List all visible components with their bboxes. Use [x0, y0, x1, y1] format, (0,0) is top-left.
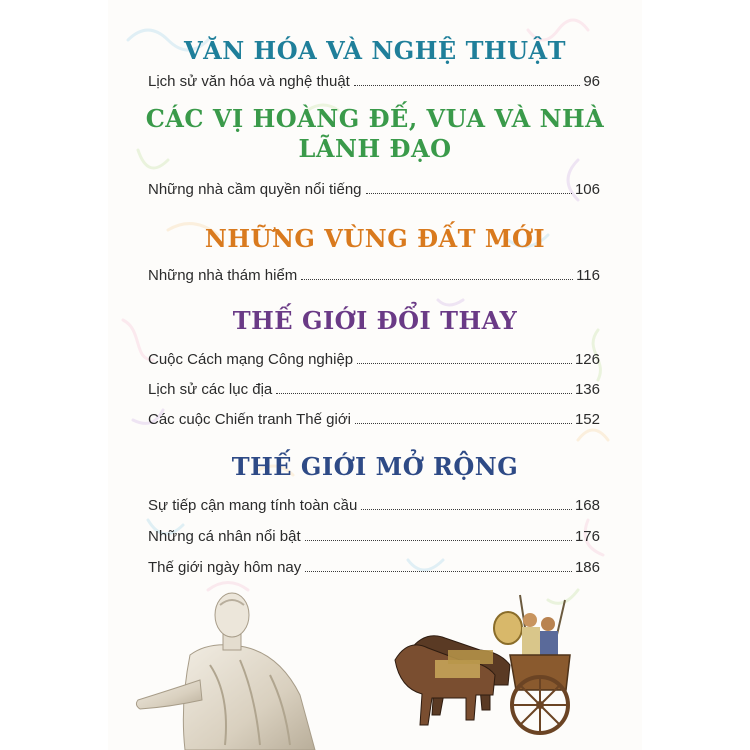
section-heading-line1: CÁC VỊ HOÀNG ĐẾ, VUA VÀ NHÀ [145, 104, 605, 133]
toc-entry-page: 116 [576, 267, 600, 284]
section-heading-rulers [108, 104, 642, 164]
dot-leader [305, 540, 572, 541]
toc-entry-page: 186 [574, 559, 600, 576]
dot-leader [366, 193, 572, 194]
section-heading-text: THẾ GIỚI MỞ RỘNG [231, 452, 519, 481]
toc-entry[interactable] [148, 176, 600, 198]
toc-entry-title: Các cuộc Chiến tranh Thế giới [148, 411, 351, 428]
toc-entry-page: 176 [574, 528, 600, 545]
dot-leader [354, 85, 580, 86]
toc-entry-page: 136 [574, 381, 600, 398]
toc-entry[interactable] [148, 523, 600, 545]
section-heading-text: NHỮNG VÙNG ĐẤT MỚI [204, 224, 546, 253]
toc-entry-title: Sự tiếp cận mang tính toàn cầu [148, 497, 358, 514]
dot-leader [355, 423, 572, 424]
section-heading-new-lands [108, 224, 642, 254]
toc-entry[interactable] [148, 406, 600, 428]
toc-entry[interactable] [148, 262, 600, 284]
toc-entry-title: Những nhà thám hiểm [148, 267, 298, 284]
section-heading-text: THẾ GIỚI ĐỔI THAY [232, 306, 518, 335]
war-chariot-illustration [390, 590, 580, 740]
toc-entry[interactable] [148, 346, 600, 368]
dot-leader [301, 279, 573, 280]
toc-entry-page: 106 [574, 181, 600, 198]
section-heading-changing-world [108, 306, 642, 336]
section-heading-line2: LÃNH ĐẠO [298, 134, 452, 163]
dot-leader [361, 509, 572, 510]
toc-entry-title: Lịch sử văn hóa và nghệ thuật [148, 73, 350, 90]
toc-entry-page: 126 [574, 351, 600, 368]
toc-entry-title: Lịch sử các lục địa [148, 381, 273, 398]
dot-leader [357, 363, 572, 364]
toc-entry-page: 152 [574, 411, 600, 428]
toc-entry-title: Những cá nhân nổi bật [148, 528, 301, 545]
book-page [108, 0, 642, 750]
toc-entry[interactable] [148, 492, 600, 514]
toc-entry-title: Những nhà cầm quyền nổi tiếng [148, 181, 362, 198]
toc-entry-title: Cuộc Cách mạng Công nghiệp [148, 351, 354, 368]
section-heading-expanding-world [108, 452, 642, 482]
toc-entry-page: 168 [574, 497, 600, 514]
dot-leader [305, 571, 572, 572]
toc-entry-page: 96 [583, 73, 600, 90]
section-heading-culture-art [108, 36, 642, 66]
toc-entry[interactable] [148, 68, 600, 90]
section-heading-text: VĂN HÓA VÀ NGHỆ THUẬT [183, 36, 567, 65]
toc-entry[interactable] [148, 376, 600, 398]
toc-entry[interactable] [148, 554, 600, 576]
toc-entry-title: Thế giới ngày hôm nay [148, 559, 302, 576]
roman-statue-illustration [130, 585, 320, 750]
dot-leader [276, 393, 572, 394]
